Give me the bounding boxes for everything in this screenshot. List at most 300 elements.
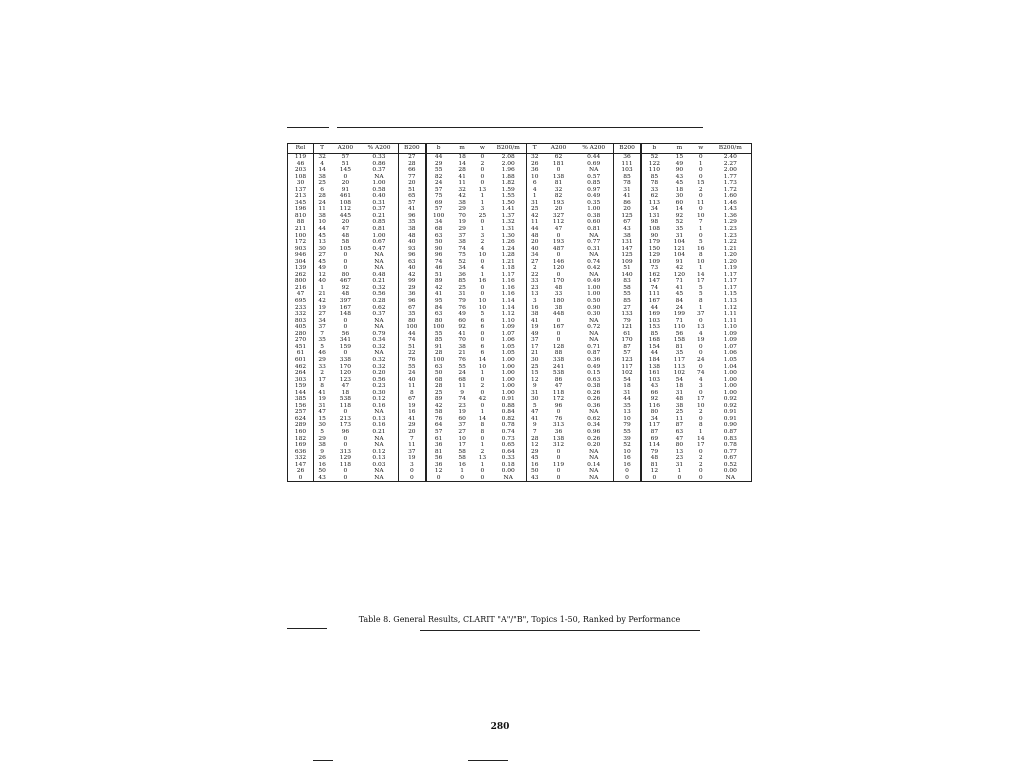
table-cell: 1.13 <box>710 298 752 305</box>
table-cell: 147 <box>648 278 660 285</box>
table-cell: 172 <box>552 396 565 403</box>
table-cell: 1.18 <box>491 265 526 272</box>
table-cell: 1.28 <box>491 252 526 259</box>
table-cell: 40 <box>398 265 426 272</box>
table-cell: NA <box>574 252 614 259</box>
table-cell: 1.00 <box>710 390 752 397</box>
table-cell: 76 <box>434 415 443 422</box>
table-cell: 193 <box>552 199 565 206</box>
table-cell: 74 <box>458 396 466 403</box>
table-cell: 37 <box>697 311 705 318</box>
table-cell: 28 <box>531 435 539 442</box>
table-cell: 161 <box>648 370 660 377</box>
table-cell: 10 <box>531 173 539 180</box>
top-rule-short <box>287 127 329 128</box>
table-cell: 87 <box>614 344 641 351</box>
table-cell: 112 <box>339 206 351 213</box>
table-cell: 2 <box>480 160 485 167</box>
table-cell: 0 <box>343 350 348 357</box>
table-cell: 0 <box>698 167 703 174</box>
table-cell: 0.90 <box>574 305 614 312</box>
table-cell: 0.85 <box>574 180 614 187</box>
table-cell: 1.17 <box>710 272 752 279</box>
table-cell: 4 <box>320 160 325 167</box>
table-cell: 3 <box>698 383 703 390</box>
table-cell: 946 <box>288 252 314 259</box>
table-cell: 84 <box>675 298 684 305</box>
table-cell: 8 <box>398 390 426 397</box>
table-cell: 13 <box>531 291 539 298</box>
table-cell: 78 <box>614 180 641 187</box>
table-cell: 37 <box>398 449 426 456</box>
table-cell: 49 <box>531 330 539 337</box>
table-cell: 0 <box>480 154 485 160</box>
table-cell: 150 <box>648 245 660 252</box>
table-cell: 17 <box>458 442 466 449</box>
table-cell: 35 <box>614 403 641 410</box>
table-cell: 114 <box>648 442 660 449</box>
table-cell: 22 <box>531 271 539 278</box>
table-cell: 41 <box>531 415 539 422</box>
table-cell: 30 <box>288 180 314 187</box>
table-cell: 341 <box>339 337 351 344</box>
table-cell: 1 <box>677 468 682 475</box>
table-cell: 81 <box>650 461 659 468</box>
table-cell: 77 <box>398 174 426 181</box>
table-cell: 92 <box>341 284 350 291</box>
table-cell: 48 <box>554 284 563 291</box>
table-cell: 18 <box>341 389 350 396</box>
table-cell: 76 <box>458 356 466 363</box>
table-cell: 0.42 <box>574 265 614 272</box>
table-cell: 0 <box>698 193 703 200</box>
table-cell: NA <box>360 318 398 325</box>
table-cell: 397 <box>339 298 351 305</box>
table-cell: 14 <box>478 415 487 422</box>
table-cell: 1.17 <box>491 272 526 279</box>
table-cell: 0 <box>614 468 641 475</box>
table-cell: 159 <box>339 343 351 350</box>
table-cell: 75 <box>458 252 466 259</box>
table-cell: NA <box>574 233 614 240</box>
table-cell: 1 <box>480 226 485 233</box>
table-cell: 32 <box>458 186 466 193</box>
table-cell: 80 <box>434 317 443 324</box>
table-cell: 0.78 <box>491 422 526 429</box>
table-cell: 0.32 <box>360 285 398 292</box>
table-cell: 123 <box>339 376 351 383</box>
table-cell: 0.77 <box>710 449 752 456</box>
table-cell: 44 <box>531 226 539 233</box>
table-cell: 14 <box>697 271 705 278</box>
table-cell: 0 <box>556 409 561 416</box>
table-cell: 76 <box>554 415 563 422</box>
table-cell: 10 <box>614 416 641 423</box>
table-cell: 158 <box>673 337 686 344</box>
table-cell: 17 <box>531 343 539 350</box>
table-cell: 38 <box>458 199 466 206</box>
table-cell: 49 <box>458 311 466 318</box>
table-cell: 0.34 <box>574 422 614 429</box>
table-cell: 2 <box>480 239 485 246</box>
table-cell: 82 <box>434 173 443 180</box>
table-cell: 27 <box>531 258 539 265</box>
table-cell: 11 <box>458 180 466 187</box>
table-cell: 11 <box>458 383 466 390</box>
table-cell: 80 <box>398 318 426 325</box>
table-cell: 88 <box>288 219 314 226</box>
table-cell: 85 <box>614 298 641 305</box>
table-cell: 1.00 <box>710 383 752 390</box>
table-cell: 85 <box>614 174 641 181</box>
table-cell: 63 <box>434 232 443 239</box>
table-cell: 1.88 <box>491 174 526 181</box>
table-cell: 28 <box>434 383 443 390</box>
table-cell: 0.33 <box>360 154 398 161</box>
table-cell: 63 <box>434 363 443 370</box>
table-cell: 0 <box>698 363 703 370</box>
table-cell: 137 <box>288 187 314 194</box>
table-cell: 280 <box>288 331 314 338</box>
table-cell: 0 <box>480 389 485 396</box>
table-cell: 31 <box>614 390 641 397</box>
table-cell: 0 <box>343 252 348 259</box>
table-cell: 40 <box>398 377 426 384</box>
table-cell: 91 <box>341 186 350 193</box>
table-cell: 21 <box>318 291 326 298</box>
table-cell: 43 <box>675 173 684 180</box>
table-cell: 0.37 <box>360 311 398 318</box>
table-cell: 1.21 <box>491 259 526 266</box>
table-cell: 30 <box>531 356 539 363</box>
table-cell: 109 <box>648 258 660 265</box>
table-cell: 26 <box>318 455 326 462</box>
table-cell: 1 <box>698 160 703 167</box>
table-cell: 257 <box>288 409 314 416</box>
table-cell: 5 <box>698 291 703 298</box>
table-cell: 20 <box>398 180 426 187</box>
table-cell: 213 <box>339 415 351 422</box>
table-cell: 92 <box>458 324 466 331</box>
table-cell: 42 <box>398 272 426 279</box>
table-cell: 55 <box>398 364 426 371</box>
table-cell: 92 <box>675 212 684 219</box>
table-cell: 34 <box>531 252 539 259</box>
table-cell: 313 <box>339 448 351 455</box>
table-cell: 313 <box>552 422 565 429</box>
table-cell: 0.73 <box>491 436 526 443</box>
table-cell: 48 <box>341 291 350 298</box>
table-cell: NA <box>360 409 398 416</box>
table-cell: 1.73 <box>710 180 752 187</box>
table-cell: 159 <box>288 383 314 390</box>
table-cell: 58 <box>458 455 466 462</box>
table-cell: 52 <box>675 219 684 226</box>
table-cell: 172 <box>288 239 314 246</box>
table-cell: 1.05 <box>710 357 752 364</box>
table-cell: NA <box>574 455 614 462</box>
table-cell: 0.58 <box>360 187 398 194</box>
table-cell: 487 <box>552 245 565 252</box>
table-cell: 1.46 <box>710 200 752 207</box>
table-cell: 0.72 <box>574 324 614 331</box>
table-cell: 405 <box>288 324 314 331</box>
table-cell: 36 <box>554 428 563 435</box>
table-cell: 74 <box>434 258 443 265</box>
table-cell: 74 <box>650 284 659 291</box>
table-cell: 1.24 <box>491 246 526 253</box>
table-cell: 1.09 <box>710 331 752 338</box>
table-header-row <box>288 144 752 154</box>
table-cell: 0.32 <box>360 344 398 351</box>
table-cell: 0.79 <box>360 331 398 338</box>
column-header: T <box>314 144 331 154</box>
table-cell: 2.27 <box>710 161 752 168</box>
table-cell: 110 <box>673 324 686 331</box>
table-cell: 270 <box>288 337 314 344</box>
table-cell: 81 <box>434 448 443 455</box>
table-cell: 19 <box>398 455 426 462</box>
table-cell: 16 <box>697 245 705 252</box>
table-cell: 0 <box>480 173 485 180</box>
table-cell: 0.31 <box>360 200 398 207</box>
table-cell: 44 <box>434 154 443 160</box>
table-cell: 62 <box>554 154 563 160</box>
table-cell: 538 <box>339 396 351 403</box>
table-cell: 14 <box>697 435 705 442</box>
table-cell: 153 <box>648 324 660 331</box>
table-cell: 120 <box>339 370 351 377</box>
table-cell: 28 <box>458 167 466 174</box>
table-cell: 119 <box>288 154 314 161</box>
table-cell: 41 <box>458 173 466 180</box>
table-cell: 1.29 <box>710 219 752 226</box>
table-cell: 58 <box>341 239 350 246</box>
table-cell: 66 <box>398 167 426 174</box>
table-cell: 76 <box>398 357 426 364</box>
table-cell: 8 <box>480 428 485 435</box>
table-cell: 148 <box>339 311 351 318</box>
table-cell: 1.14 <box>491 305 526 312</box>
table-cell: 113 <box>673 363 686 370</box>
table-cell: 0.36 <box>574 357 614 364</box>
table-cell: 85 <box>434 337 443 344</box>
table-cell: 100 <box>433 212 445 219</box>
table-cell: 34 <box>650 206 659 213</box>
table-cell: 20 <box>341 219 350 226</box>
table-cell: 82 <box>554 193 563 200</box>
table-cell: 41 <box>398 416 426 423</box>
top-rule-long <box>337 127 703 128</box>
table-cell: 96 <box>434 252 443 259</box>
table-cell: NA <box>360 350 398 357</box>
table-cell: 47 <box>554 383 563 390</box>
table-cell: 167 <box>552 324 565 331</box>
table-cell: 0.38 <box>574 213 614 220</box>
table-cell: 13 <box>478 455 487 462</box>
table-cell: 180 <box>552 298 565 305</box>
table-cell: 144 <box>288 390 314 397</box>
table-cell: 0.26 <box>574 396 614 403</box>
table-cell: 0.74 <box>491 429 526 436</box>
table-cell: 35 <box>675 226 684 233</box>
table-cell: 0 <box>698 389 703 396</box>
table-cell: 345 <box>288 200 314 207</box>
table-cell: 31 <box>614 187 641 194</box>
table-row <box>288 154 752 161</box>
table-cell: 1.96 <box>491 167 526 174</box>
table-cell: 9 <box>320 448 325 455</box>
table-cell: NA <box>360 252 398 259</box>
table-cell: 51 <box>341 160 350 167</box>
table-cell: 145 <box>339 167 351 174</box>
column-header: w <box>692 144 710 154</box>
table-cell: 19 <box>531 324 539 331</box>
table-cell: 0.84 <box>491 409 526 416</box>
table-cell: 0 <box>480 468 485 475</box>
table-cell: 18 <box>614 383 641 390</box>
table-cell: 203 <box>288 167 314 174</box>
table-cell: 76 <box>458 304 466 311</box>
table-cell: 10 <box>478 363 487 370</box>
column-header: % A200 <box>574 144 614 154</box>
table-cell: 30 <box>318 245 326 252</box>
table-cell: 0 <box>480 376 485 383</box>
table-cell: 170 <box>339 363 351 370</box>
table-cell: 2 <box>698 409 703 416</box>
table-cell: 30 <box>318 422 326 429</box>
column-header: A200 <box>543 144 574 154</box>
table-cell: 43 <box>318 474 326 481</box>
column-header: Rel <box>288 144 314 154</box>
table-cell: 51 <box>398 344 426 351</box>
table-cell: 10 <box>318 219 326 226</box>
table-cell: 14 <box>318 167 326 174</box>
table-cell: 0 <box>343 442 348 449</box>
table-cell: 1.00 <box>491 370 526 377</box>
table-cell: 26 <box>531 160 539 167</box>
table-cell: 0.81 <box>360 226 398 233</box>
table-cell: 41 <box>458 330 466 337</box>
table-cell: 9 <box>532 383 537 390</box>
table-cell: 17 <box>318 376 326 383</box>
table-cell: 2 <box>532 265 537 272</box>
table-cell: 0 <box>398 468 426 475</box>
table-cell: 0.16 <box>360 422 398 429</box>
table-cell: 0 <box>556 317 561 324</box>
table-cell: 27 <box>318 252 326 259</box>
table-cell: 80 <box>341 271 350 278</box>
table-cell: 71 <box>675 278 684 285</box>
table-cell: 78 <box>650 180 659 187</box>
table-cell: 462 <box>288 364 314 371</box>
table-cell: 18 <box>675 186 684 193</box>
table-cell: 8 <box>480 422 485 429</box>
table-cell: 57 <box>341 154 350 160</box>
table-cell: 48 <box>650 455 659 462</box>
table-cell: 167 <box>339 304 351 311</box>
table-cell: 20 <box>531 239 539 246</box>
table-cell: 0 <box>698 206 703 213</box>
table-cell: 1.00 <box>710 377 752 384</box>
table-cell: 69 <box>650 435 659 442</box>
column-header: b <box>426 144 450 154</box>
table-cell: 1.77 <box>710 174 752 181</box>
table-cell: 0 <box>343 409 348 416</box>
table-cell: 31 <box>458 291 466 298</box>
table-cell: 25 <box>531 206 539 213</box>
table-cell: 0.13 <box>360 455 398 462</box>
table-cell: 0.14 <box>574 462 614 469</box>
table-cell: 90 <box>675 167 684 174</box>
table-cell: 85 <box>650 330 659 337</box>
table-cell: 0.30 <box>574 311 614 318</box>
table-cell: 1.00 <box>710 370 752 377</box>
table-cell: 37 <box>318 324 326 331</box>
table-cell: 44 <box>318 226 326 233</box>
table-cell: 0.37 <box>360 206 398 213</box>
table-cell: 100 <box>433 324 445 331</box>
table-cell: 0.87 <box>710 429 752 436</box>
table-cell: 55 <box>614 291 641 298</box>
table-cell: 16 <box>478 278 487 285</box>
table-cell: 67 <box>398 305 426 312</box>
table-cell: NA <box>360 174 398 181</box>
column-header: B200 <box>614 144 641 154</box>
table-cell: 11 <box>697 199 705 206</box>
table-cell: 81 <box>554 180 563 187</box>
table-cell: 45 <box>531 455 539 462</box>
table-cell: 1.04 <box>710 364 752 371</box>
table-cell: 1 <box>480 442 485 449</box>
table-cell: 42 <box>458 193 466 200</box>
table-cell: 0 <box>698 343 703 350</box>
table-cell: NA <box>574 468 614 475</box>
table-cell: 810 <box>288 213 314 220</box>
column-header: B200/m <box>710 144 752 154</box>
table-cell: 24 <box>434 180 443 187</box>
table-cell: 1.00 <box>491 357 526 364</box>
table-cell: 41 <box>318 389 326 396</box>
table-cell: 17 <box>697 442 705 449</box>
table-cell: 803 <box>288 318 314 325</box>
table-cell: 0.34 <box>360 337 398 344</box>
table-cell: 211 <box>288 226 314 233</box>
table-cell: 0.15 <box>574 370 614 377</box>
table-cell: 100 <box>433 356 445 363</box>
table-cell: 111 <box>648 291 660 298</box>
table-cell: 12 <box>531 442 539 449</box>
column-header: b <box>641 144 667 154</box>
table-cell: 182 <box>288 436 314 443</box>
table-cell: 0.96 <box>574 429 614 436</box>
table-cell: 7 <box>320 330 325 337</box>
table-cell: 8 <box>698 422 703 429</box>
table-cell: 0 <box>460 474 464 481</box>
table-cell: 0.44 <box>574 154 614 161</box>
table-cell: 79 <box>458 298 466 305</box>
table-cell: 184 <box>648 356 660 363</box>
table-row <box>288 475 752 482</box>
table-cell: 1.00 <box>574 285 614 292</box>
table-cell: 624 <box>288 416 314 423</box>
table-cell: 68 <box>434 226 443 233</box>
table-cell: 0.36 <box>574 403 614 410</box>
table-cell: 0 <box>343 258 348 265</box>
table-cell: 112 <box>552 219 565 226</box>
table-cell: 54 <box>675 376 684 383</box>
table-cell: 120 <box>673 271 686 278</box>
